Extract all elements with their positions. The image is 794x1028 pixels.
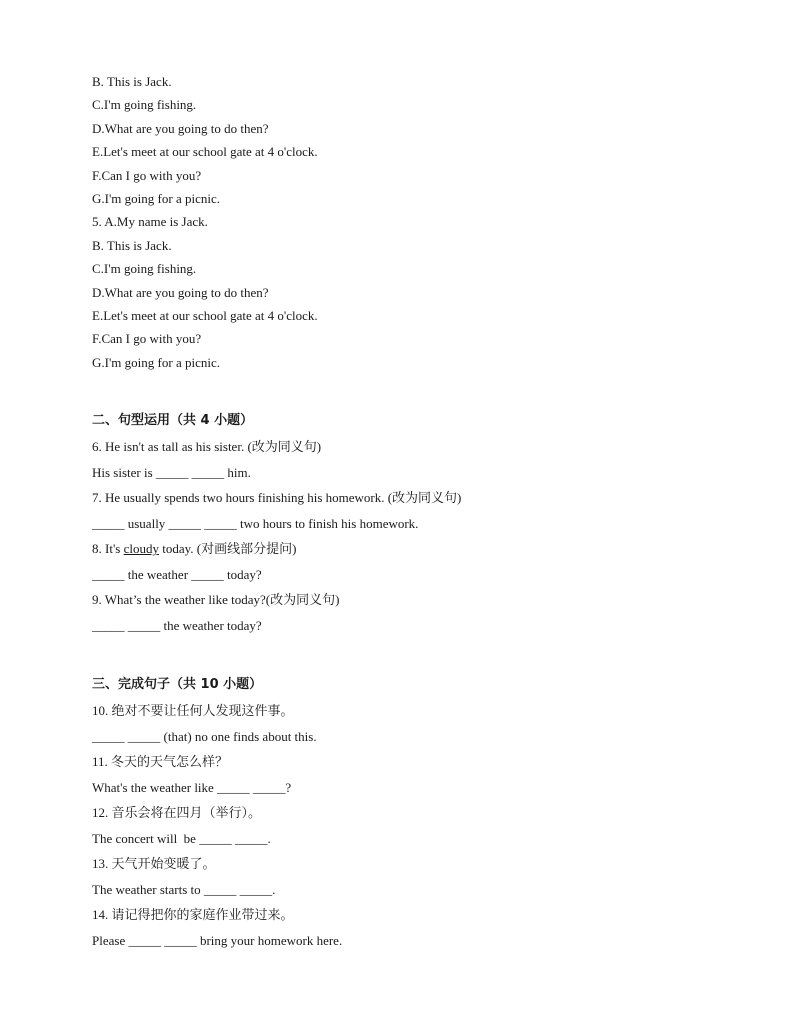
answer-8: _____ the weather _____ today? <box>92 566 262 582</box>
answer-10: _____ _____ (that) no one finds about this. <box>92 728 317 744</box>
option-line: G.I'm going for a picnic. <box>92 354 220 370</box>
question-5-line: 5. A.My name is Jack. <box>92 214 208 230</box>
answer-6: His sister is _____ _____ him. <box>92 464 251 480</box>
question-8 <box>92 536 732 562</box>
question-9: 9. What’s the weather like today?(改为同义句) <box>92 592 340 608</box>
question-6: 6. He isn't as tall as his sister. (改为同义句) <box>92 439 322 455</box>
answer-14: Please _____ _____ bring your homework here. <box>92 932 343 948</box>
option-line: G.I'm going for a picnic. <box>92 190 220 206</box>
section-spacer <box>92 374 732 408</box>
option-line: D.What are you going to do then? <box>92 120 269 136</box>
question-7: 7. He usually spends two hours finishing his homework. (改为同义句) <box>92 490 462 506</box>
question-12: 12. 音乐会将在四月（举行）。 <box>92 805 262 821</box>
section-spacer <box>92 638 732 672</box>
option-line: C.I'm going fishing. <box>92 97 197 113</box>
question-13: 13. 天气开始变暖了。 <box>92 856 216 872</box>
option-line: D.What are you going to do then? <box>92 284 269 300</box>
answer-12: The concert will be _____ _____. <box>92 830 271 846</box>
option-line: B. This is Jack. <box>92 237 172 253</box>
section-2-title: 二、句型运用（共 4 小题） <box>92 413 254 429</box>
question-11: 11. 冬天的天气怎么样？ <box>92 754 229 770</box>
part1-options <box>92 70 732 374</box>
section-3 <box>92 672 732 953</box>
answer-11: What's the weather like _____ _____? <box>92 779 292 795</box>
answer-9: _____ _____ the weather today? <box>92 617 262 633</box>
option-line: F.Can I go with you? <box>92 167 202 183</box>
option-line: B. This is Jack. <box>92 74 172 89</box>
question-8-prefix: 8. It's <box>92 541 124 557</box>
section-3-title: 三、完成句子（共 10 小题） <box>92 677 263 693</box>
underlined-word: cloudy <box>123 541 159 557</box>
option-line: C.I'm going fishing. <box>92 261 197 277</box>
option-line: F.Can I go with you? <box>92 331 202 347</box>
answer-13: The weather starts to _____ _____. <box>92 881 276 897</box>
option-line: E.Let's meet at our school gate at 4 o'clock. <box>92 307 318 323</box>
answer-7: _____ usually _____ _____ two hours to finish his homework. <box>92 515 419 531</box>
question-10: 10. 绝对不要让任何人发现这件事。 <box>92 703 294 719</box>
worksheet-page <box>92 70 732 953</box>
section-2 <box>92 408 732 638</box>
option-line: E.Let's meet at our school gate at 4 o'clock. <box>92 144 318 160</box>
question-14: 14. 请记得把你的家庭作业带过来。 <box>92 907 294 923</box>
question-8-suffix: today. (对画线部分提问) <box>158 541 297 557</box>
